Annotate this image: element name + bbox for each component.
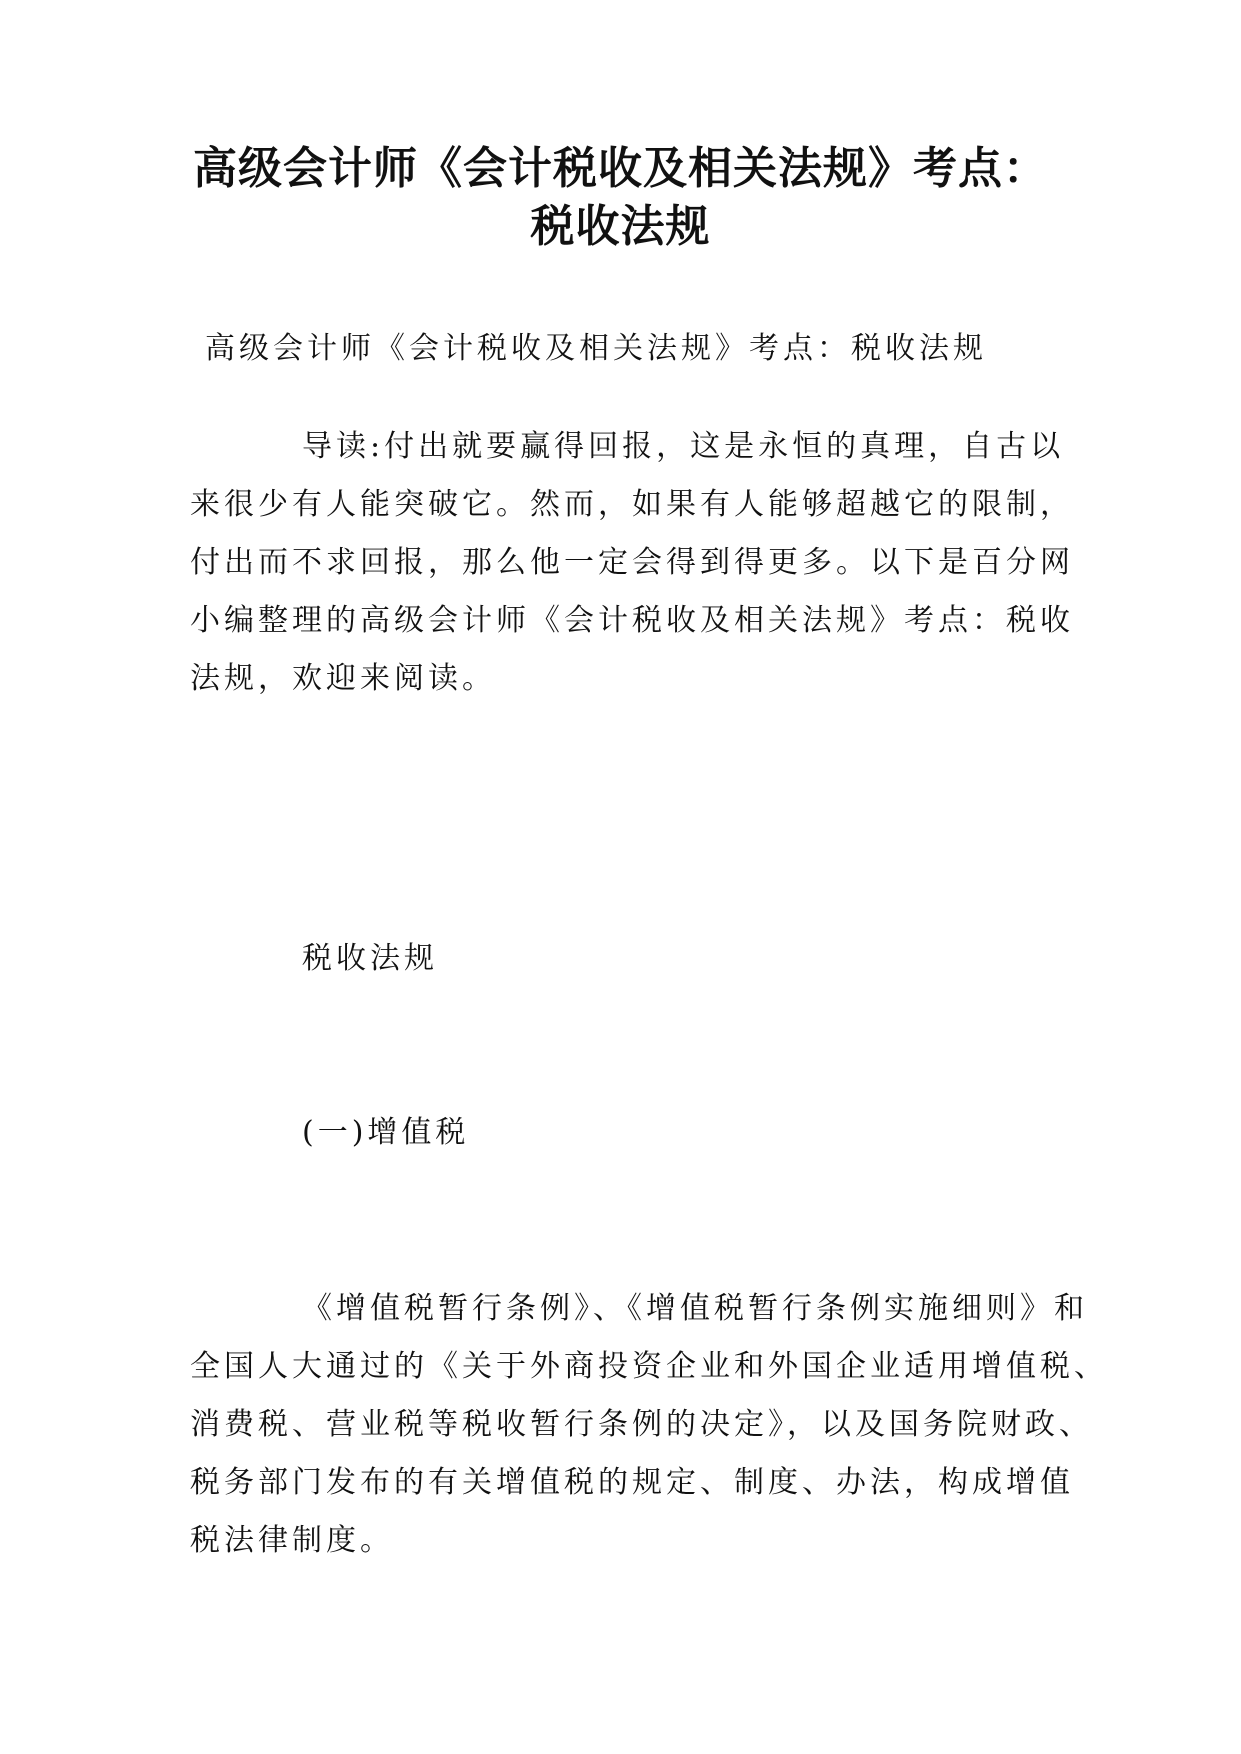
paragraph-line: 消费税、营业税等税收暂行条例的决定》，以及国务院财政、	[190, 1407, 1093, 1442]
title-line: 税收法规	[530, 201, 711, 252]
intro-line: 来很少有人能突破它。然而，如果有人能够超越它的限制，	[190, 487, 1074, 522]
vat-paragraph	[190, 1280, 1108, 1570]
paragraph-line: 税法律制度。	[190, 1523, 394, 1558]
paragraph-line: 《增值税暂行条例》、《增值税暂行条例实施细则》和	[302, 1291, 1088, 1326]
intro-line: 法规，欢迎来阅读。	[190, 661, 496, 696]
paragraph-line: 全国人大通过的《关于外商投资企业和外国企业适用增值税、	[190, 1349, 1108, 1384]
paragraph-line: 税务部门发布的有关增值税的规定、制度、办法，构成增值	[190, 1465, 1074, 1500]
intro-line: 小编整理的高级会计师《会计税收及相关法规》考点：税收	[190, 603, 1074, 638]
document-title	[160, 140, 1081, 256]
intro-paragraph	[190, 418, 1074, 708]
document-subtitle: 高级会计师《会计税收及相关法规》考点：税收法规	[205, 331, 987, 366]
subsection-heading: (一)增值税	[302, 1115, 470, 1150]
section-heading: 税收法规	[302, 941, 438, 976]
intro-line: 付出而不求回报，那么他一定会得到得更多。以下是百分网	[190, 545, 1074, 580]
title-line: 高级会计师《会计税收及相关法规》考点：	[193, 143, 1048, 194]
intro-line: 导读:付出就要赢得回报，这是永恒的真理，自古以	[302, 429, 1065, 464]
